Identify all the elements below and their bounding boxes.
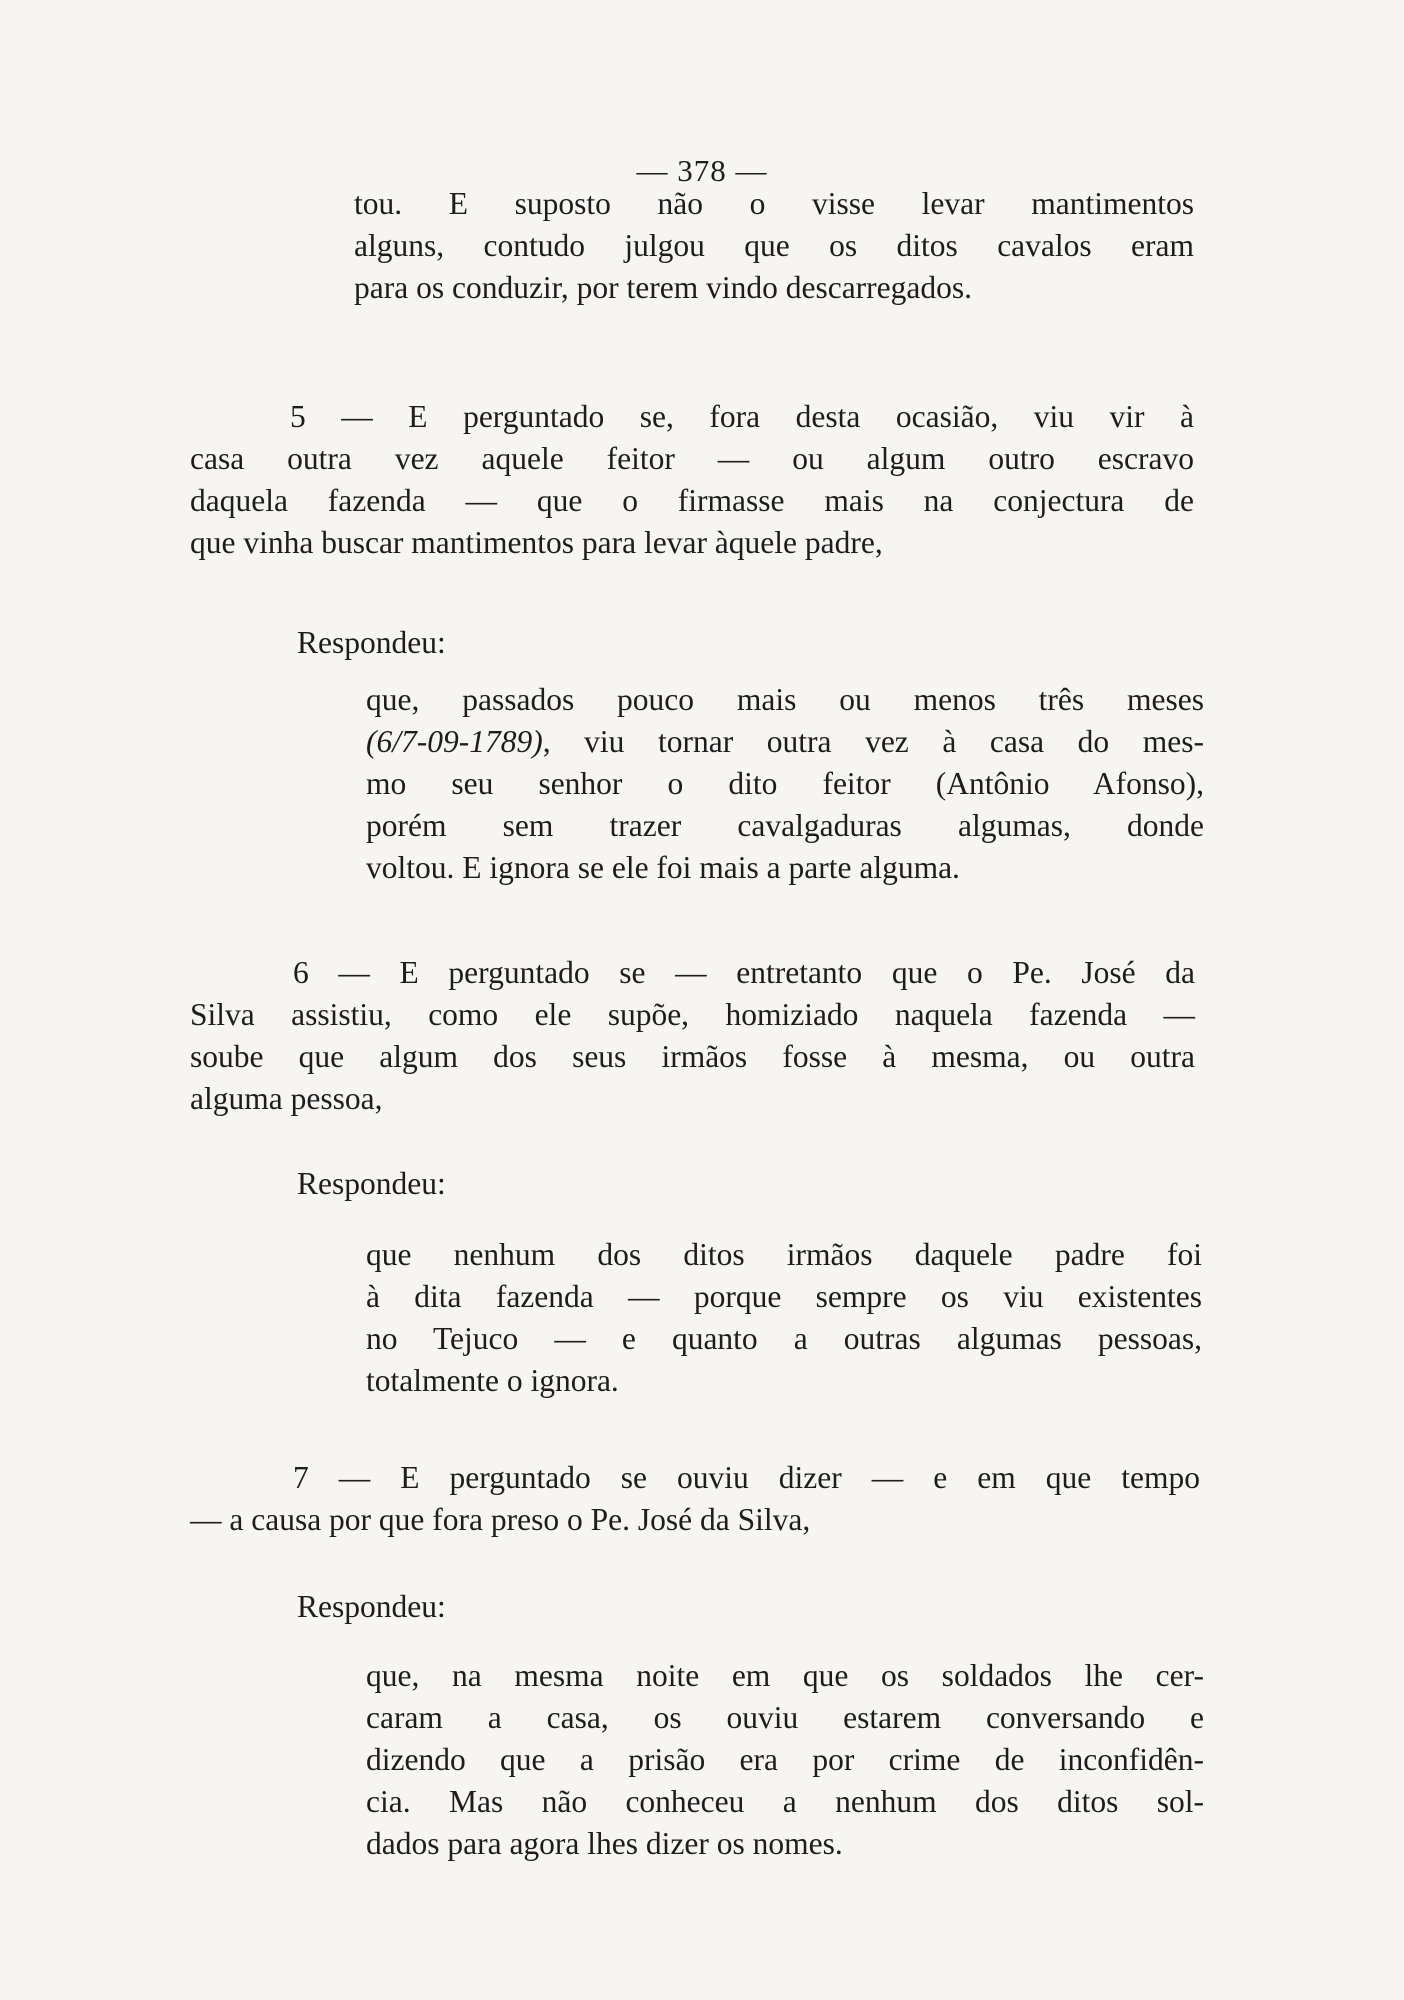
text-line: caram a casa, os ouviu estarem conversando e: [366, 1700, 1204, 1735]
text-line: soube que algum dos seus irmãos fosse à mesma, ou outra: [190, 1039, 1195, 1074]
text-line: 5 — E perguntado se, fora desta ocasião, viu vir à: [290, 399, 1194, 434]
respondeu-label: Respondeu:: [297, 1589, 446, 1624]
text-line: dizendo que a prisão era por crime de inconfidên-: [366, 1742, 1204, 1777]
text-line: à dita fazenda — porque sempre os viu existentes: [366, 1279, 1202, 1314]
text-line: voltou. E ignora se ele foi mais a parte alguma.: [366, 850, 960, 885]
text-line: Silva assistiu, como ele supõe, homiziado naquela fazenda —: [190, 997, 1195, 1032]
page-number: — 378 —: [636, 153, 768, 188]
text-line: 6 — E perguntado se — entretanto que o Pe. José da: [293, 955, 1195, 990]
text-line: que nenhum dos ditos irmãos daquele padre foi: [366, 1237, 1202, 1272]
text-line: daquela fazenda — que o firmasse mais na conjectura de: [190, 483, 1194, 518]
text-line: cia. Mas não conheceu a nenhum dos ditos sol-: [366, 1784, 1204, 1819]
question-6: [190, 952, 1195, 1120]
text-line: totalmente o ignora.: [366, 1363, 619, 1398]
text-line: dados para agora lhes dizer os nomes.: [366, 1826, 843, 1861]
question-7: [190, 1457, 1200, 1541]
paragraph-continuation: [354, 183, 1194, 309]
text-line: mo seu senhor o dito feitor (Antônio Afonso),: [366, 766, 1204, 801]
text-line: (6/7-09-1789), viu tornar outra vez à casa do mes-: [366, 724, 1204, 759]
text-line: no Tejuco — e quanto a outras algumas pessoas,: [366, 1321, 1202, 1356]
text-line: para os conduzir, por terem vindo descarregados.: [354, 270, 973, 305]
answer-6: [366, 1234, 1202, 1402]
text-line: tou. E suposto não o visse levar mantimentos: [354, 186, 1194, 221]
text-line: casa outra vez aquele feitor — ou algum outro escravo: [190, 441, 1194, 476]
text-line: — a causa por que fora preso o Pe. José da Silva,: [190, 1502, 811, 1537]
answer-7: [366, 1655, 1204, 1865]
text-line: 7 — E perguntado se ouviu dizer — e em que tempo: [293, 1460, 1200, 1495]
text-line: alguns, contudo julgou que os ditos cavalos eram: [354, 228, 1194, 263]
text-line: porém sem trazer cavalgaduras algumas, donde: [366, 808, 1204, 843]
answer-5: [366, 679, 1204, 889]
question-5: [190, 396, 1194, 564]
respondeu-label: Respondeu:: [297, 1166, 446, 1201]
text-line: que, na mesma noite em que os soldados lhe cer-: [366, 1658, 1204, 1693]
text-line: que vinha buscar mantimentos para levar àquele padre,: [190, 525, 883, 560]
text-line: alguma pessoa,: [190, 1081, 383, 1116]
date-reference: (6/7-09-1789): [366, 724, 543, 759]
text-line: que, passados pouco mais ou menos três meses: [366, 682, 1204, 717]
respondeu-label: Respondeu:: [297, 625, 446, 660]
